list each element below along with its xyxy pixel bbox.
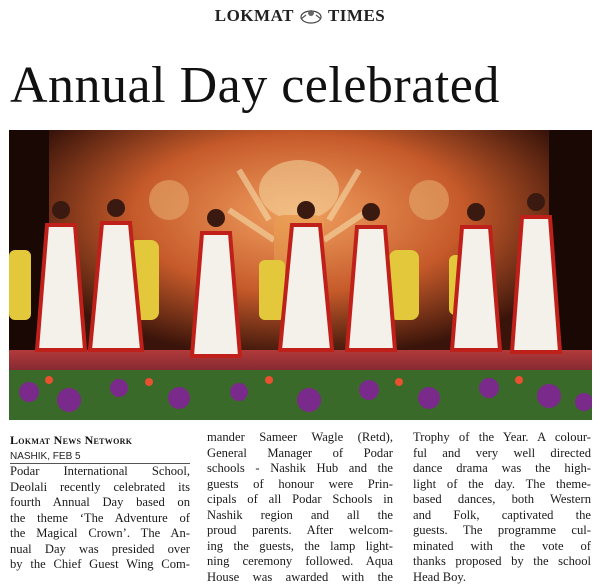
masthead-emblem-icon [298,7,324,25]
article-headline: Annual Day celebrated [10,57,500,114]
article-line: General Manager of Podar [207,445,393,460]
article-photo [9,130,592,420]
article-column-1 [10,464,190,573]
dance-performance-image [9,130,592,420]
article-line: Nashik region and all the [207,507,393,522]
masthead-right-text: TIMES [327,6,386,25]
masthead-left-text: LOKMAT [214,6,294,25]
place-and-date: NASHIK, FEB 5 [10,451,81,462]
article-line: nual Day was presided over [10,541,190,556]
article-line: dance drama was the high- [413,461,591,475]
article-line: mander Sameer Wagle (Retd), [207,430,393,444]
article-dateline [10,433,190,462]
article-line: Head Boy. [413,569,467,584]
article-line: proud parents. After welcom- [207,523,393,537]
article-line: schools - Nashik Hub and the [207,461,393,475]
article-column-2 [207,430,393,585]
article-line: and Folk, captivated the [413,507,591,522]
article-line: the theme ‘The Adventure of [10,510,190,525]
article-line: Podar International School, [10,464,190,478]
article-column-3 [413,430,591,585]
article-line: Deolali recently celebrated its [10,479,190,494]
article-line: ing the guests, the lamp light- [207,538,393,553]
article-line: House was awarded with the [207,569,393,584]
article-line: ful and very well directed [413,445,591,460]
article-line: the Magical Crown’. The An- [10,526,190,540]
article-line: minated with the vote of [413,538,591,553]
article-line: Trophy of the Year. A colour- [413,430,591,444]
article-line: by the Chief Guest Wing Com- [10,557,190,571]
article-line: fourth Annual Day based on [10,495,190,509]
article-line: light of the day. The theme- [413,476,591,491]
article-line: thanks proposed by the school [413,554,591,568]
news-agency: Lokmat News Network [10,433,133,447]
article-line: based dances, both Western [413,492,591,506]
article-line: guests of honour were Prin- [207,476,393,491]
article-line: cipals of all Podar Schools in [207,492,393,506]
article-line: guests. The programme cul- [413,523,591,537]
article-line: ning ceremony followed. Aqua [207,554,393,568]
newspaper-masthead [0,4,600,28]
